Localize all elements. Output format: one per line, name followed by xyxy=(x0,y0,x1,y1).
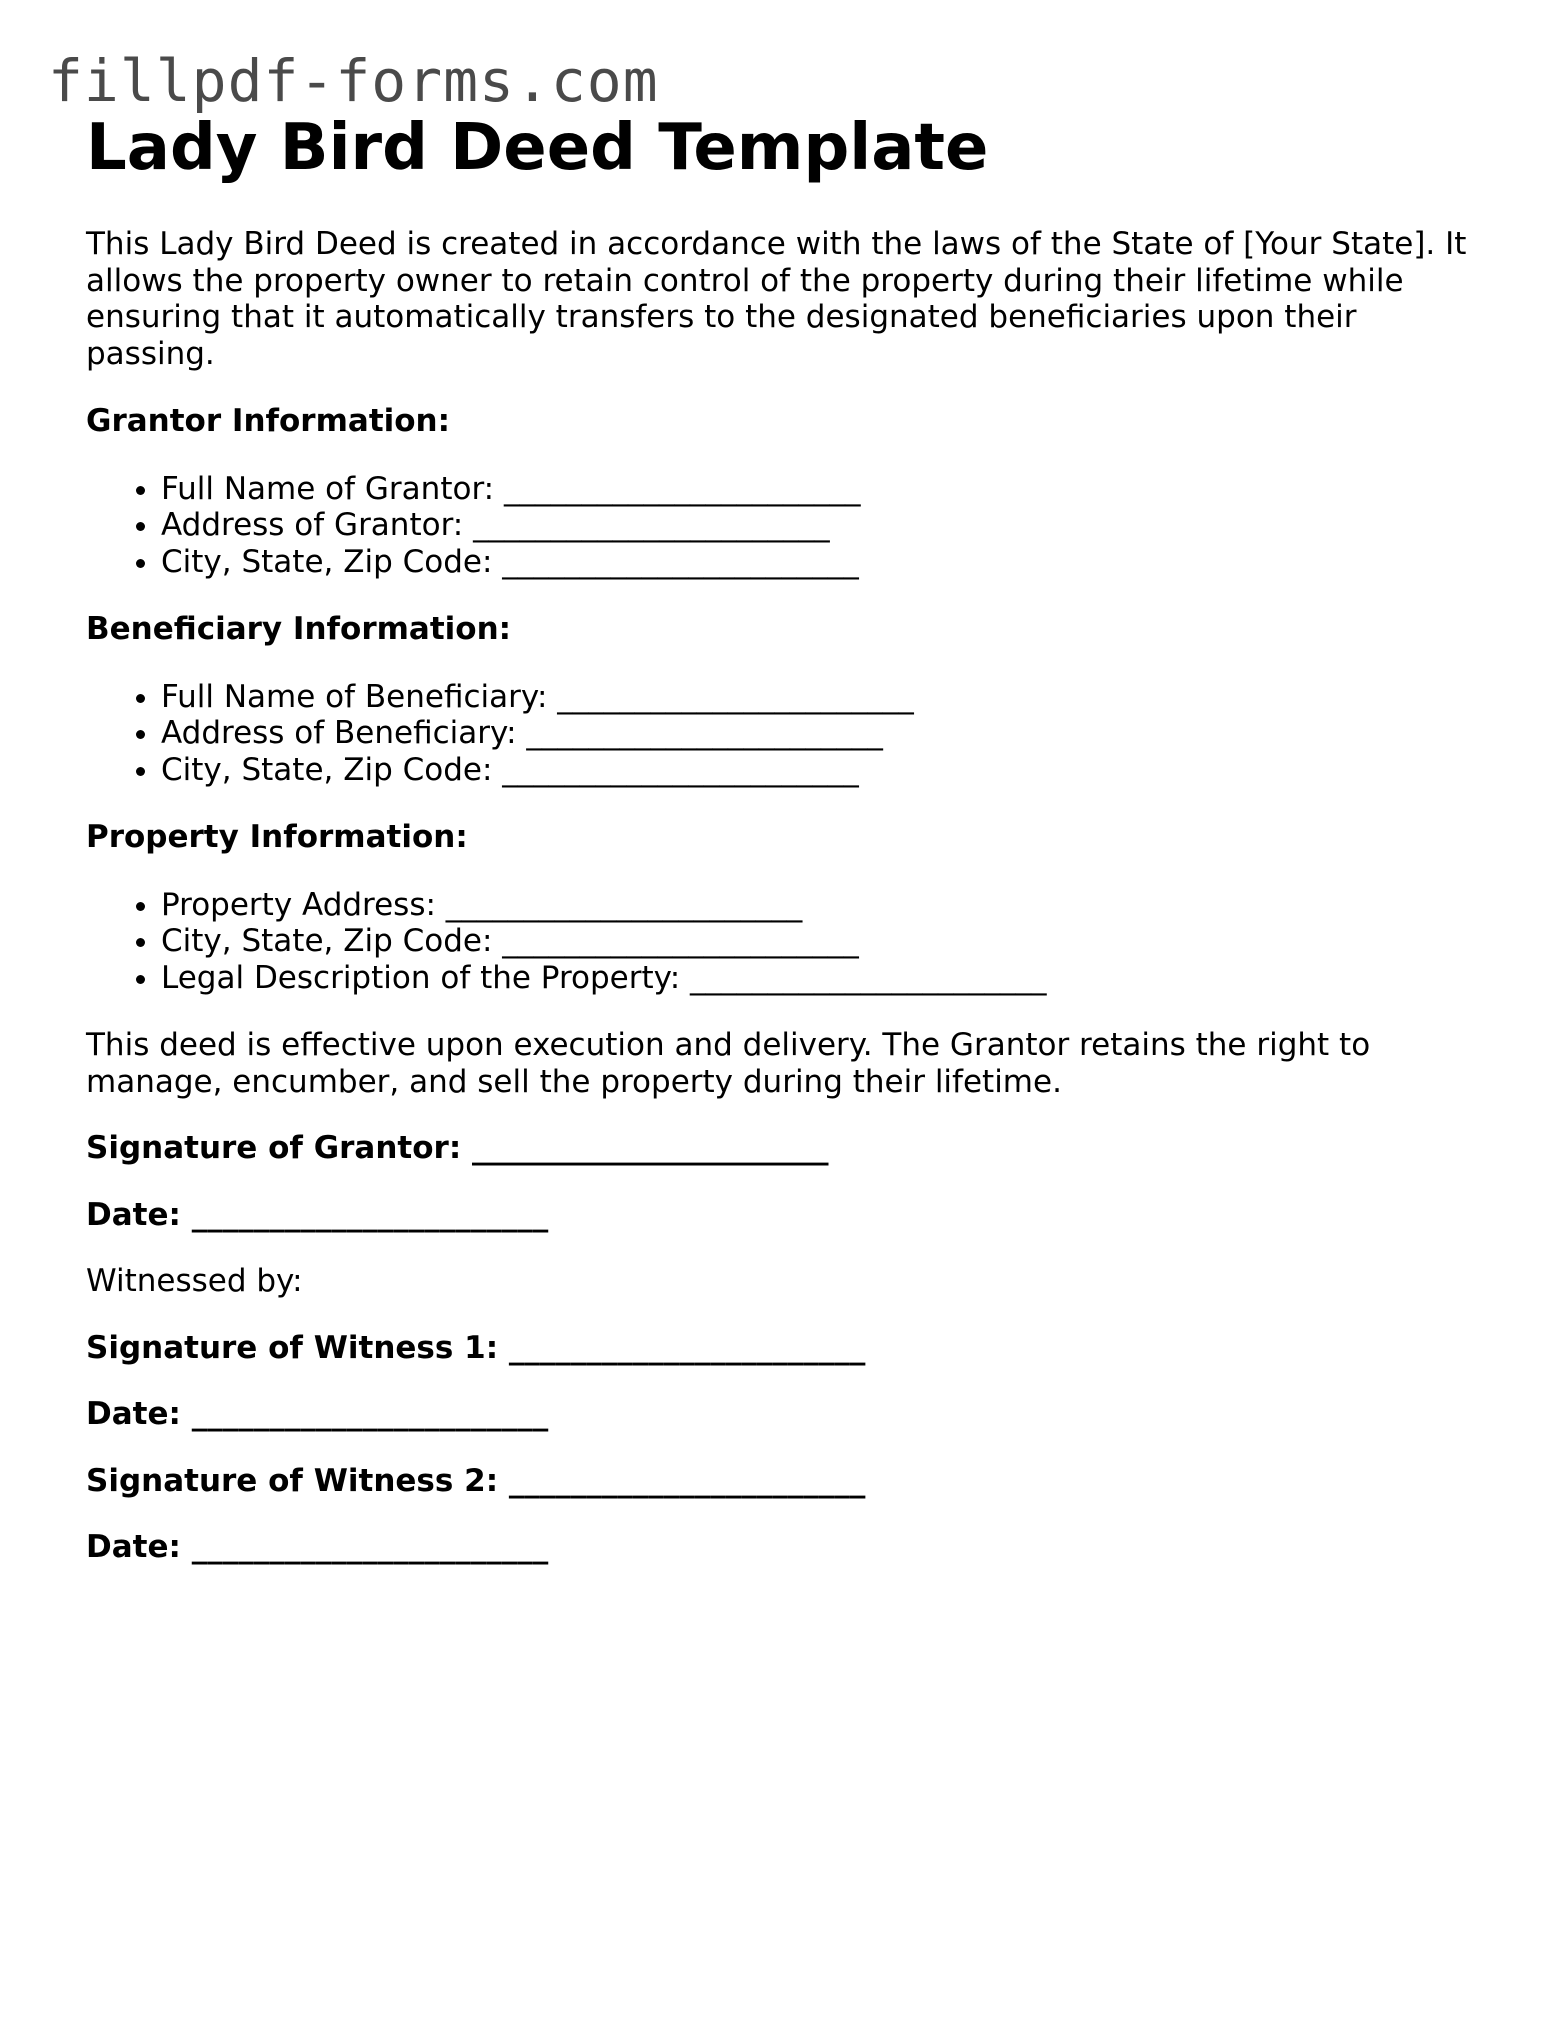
field-label: Date: xyxy=(86,1196,181,1233)
field-label: City, State, Zip Code: xyxy=(161,923,493,959)
grantor-signature-field[interactable] xyxy=(86,1130,1486,1167)
beneficiary-name-field[interactable] xyxy=(161,679,1486,716)
grantor-date-field[interactable] xyxy=(86,1197,1486,1234)
grantor-section-heading: Grantor Information: xyxy=(86,403,451,439)
property-address-field[interactable] xyxy=(161,887,1486,924)
beneficiary-city-state-zip-field[interactable] xyxy=(161,752,1486,789)
closing-paragraph: This deed is effective upon execution and delivery. The Grantor retains the right to manage, encumber, and sell the property during their lifetime. xyxy=(86,1027,1371,1100)
document-title: Lady Bird Deed Template xyxy=(86,111,989,185)
field-label: Date: xyxy=(86,1529,181,1565)
field-label: Full Name of Grantor: xyxy=(161,470,495,507)
field-label: Legal Description of the Property: xyxy=(161,959,681,996)
grantor-address-field[interactable] xyxy=(161,507,1486,544)
blank-line[interactable]: _______________________ xyxy=(445,886,803,923)
blank-line[interactable]: _______________________ xyxy=(502,543,859,580)
blank-line[interactable]: _______________________ xyxy=(191,1396,549,1432)
blank-line[interactable]: _______________________ xyxy=(191,1196,549,1233)
blank-line[interactable]: _______________________ xyxy=(503,470,861,507)
blank-line[interactable]: _______________________ xyxy=(526,715,883,751)
blank-line[interactable]: _______________________ xyxy=(502,923,859,959)
beneficiary-section-heading: Beneficiary Information: xyxy=(86,611,512,647)
grantor-field-list xyxy=(86,471,1486,581)
blank-line[interactable]: _______________________ xyxy=(472,1130,829,1166)
property-city-state-zip-field[interactable] xyxy=(161,923,1486,960)
field-label: Address of Beneficiary: xyxy=(161,715,517,751)
watermark-text: fillpdf-forms.com xyxy=(48,47,659,115)
blank-line[interactable]: _______________________ xyxy=(508,1329,866,1366)
intro-paragraph: This Lady Bird Deed is created in accordance with the laws of the State of [Your State]. It allows the property owner to retain control of the property during their lifetime while ensuring that it automatically transfers to the designated beneficiaries upon their passing. xyxy=(86,226,1467,372)
field-label: Property Address: xyxy=(161,886,436,923)
field-label: Date: xyxy=(86,1396,181,1432)
witness2-signature-field[interactable] xyxy=(86,1463,1486,1500)
witness1-date-field[interactable] xyxy=(86,1396,1486,1433)
blank-line[interactable]: _______________________ xyxy=(191,1529,549,1565)
blank-line[interactable]: _______________________ xyxy=(690,959,1047,996)
blank-line[interactable]: _______________________ xyxy=(508,1462,866,1499)
field-label: Signature of Witness 1: xyxy=(86,1329,499,1366)
beneficiary-address-field[interactable] xyxy=(161,715,1486,752)
field-label: Signature of Witness 2: xyxy=(86,1462,499,1499)
property-section-heading: Property Information: xyxy=(86,819,468,855)
field-label: Full Name of Beneficiary: xyxy=(161,678,548,715)
property-field-list xyxy=(86,887,1486,997)
field-label: Signature of Grantor: xyxy=(86,1130,462,1166)
witnessed-by-label: Witnessed by: xyxy=(86,1263,303,1299)
blank-line[interactable]: _______________________ xyxy=(557,678,914,715)
field-label: City, State, Zip Code: xyxy=(161,543,493,580)
property-legal-description-field[interactable] xyxy=(161,960,1486,997)
witness1-signature-field[interactable] xyxy=(86,1330,1486,1367)
field-label: City, State, Zip Code: xyxy=(161,751,493,788)
grantor-name-field[interactable] xyxy=(161,471,1486,508)
blank-line[interactable]: _______________________ xyxy=(473,507,830,543)
field-label: Address of Grantor: xyxy=(161,507,464,543)
witness2-date-field[interactable] xyxy=(86,1529,1486,1566)
beneficiary-field-list xyxy=(86,679,1486,789)
grantor-city-state-zip-field[interactable] xyxy=(161,544,1486,581)
blank-line[interactable]: _______________________ xyxy=(502,751,859,788)
document-page xyxy=(86,110,1486,1566)
